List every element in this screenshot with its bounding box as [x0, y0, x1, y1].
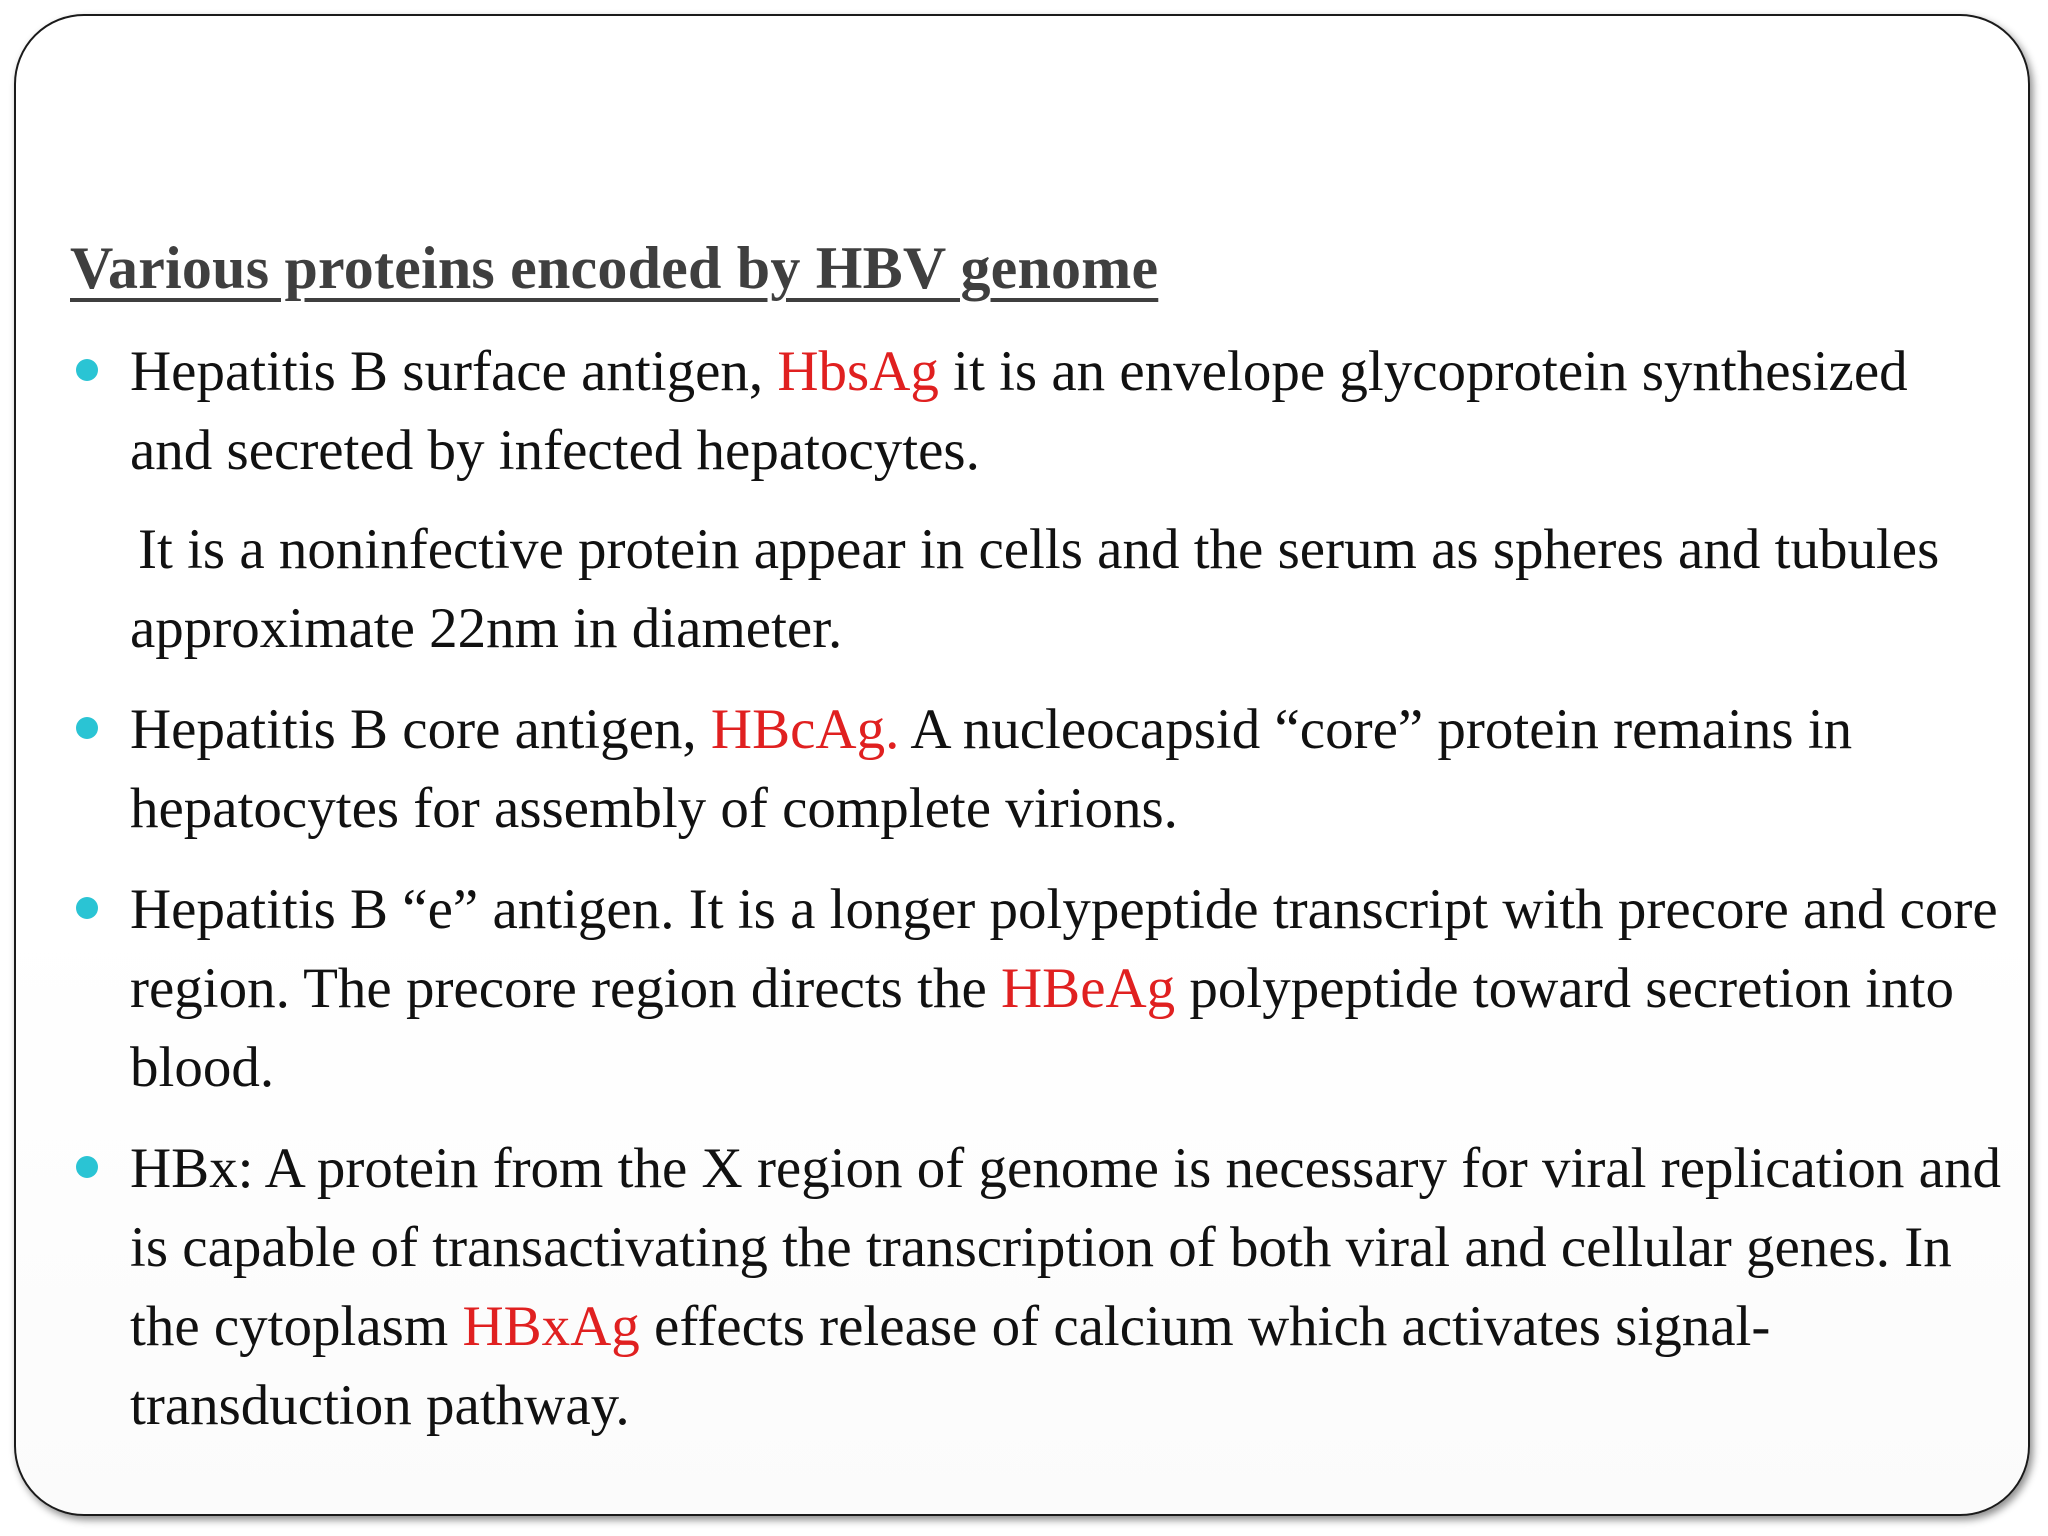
paragraph-hbsag — [72, 332, 2002, 490]
paragraph-text: effects release of calcium which activates signal-transduction pathway. — [130, 1295, 1771, 1437]
paragraph-text: HBx: A protein from the X region of genome is necessary for viral replication and is capable of transactivating the transcription of both viral and cellular genes. In the cytoplasm — [130, 1137, 2001, 1358]
paragraph-text: Hepatitis B surface antigen, — [130, 340, 778, 403]
bullet-dot-icon — [76, 1156, 98, 1178]
antigen-name-hbsag: HbsAg — [777, 340, 939, 403]
slide-heading: Various proteins encoded by HBV genome — [70, 235, 1159, 301]
paragraph-noninfective — [72, 510, 2002, 668]
paragraph-text: Hepatitis B “e” antigen. It is a longer polypeptide transcript with precore and core region. The precore region directs the — [130, 878, 1998, 1020]
bullet-dot-icon — [76, 359, 98, 381]
paragraph-text: polypeptide toward secretion into blood. — [130, 957, 1954, 1099]
slide-frame — [14, 14, 2030, 1516]
antigen-name-hbcag: HBcAg. — [710, 698, 900, 761]
bullet-dot-icon — [76, 897, 98, 919]
antigen-name-hbxag: HBxAg — [462, 1295, 640, 1358]
paragraph-text: it is an envelope glycoprotein synthesized and secreted by infected hepatocytes. — [130, 340, 1908, 482]
paragraph-text: It is a noninfective protein appear in cells and the serum as spheres and tubules approximate 22nm in diameter. — [130, 518, 1940, 660]
paragraph-text: A nucleocapsid “core” protein remains in hepatocytes for assembly of complete virions. — [130, 698, 1853, 840]
paragraph-text: Hepatitis B core antigen, — [130, 698, 711, 761]
paragraph-hbx — [72, 1129, 2002, 1445]
bullet-dot-icon — [76, 717, 98, 739]
paragraph-hbcag — [72, 690, 2002, 848]
paragraph-hbeag — [72, 870, 2002, 1107]
bullet-list — [72, 332, 2002, 1445]
antigen-name-hbeag: HBeAg — [1001, 957, 1176, 1020]
